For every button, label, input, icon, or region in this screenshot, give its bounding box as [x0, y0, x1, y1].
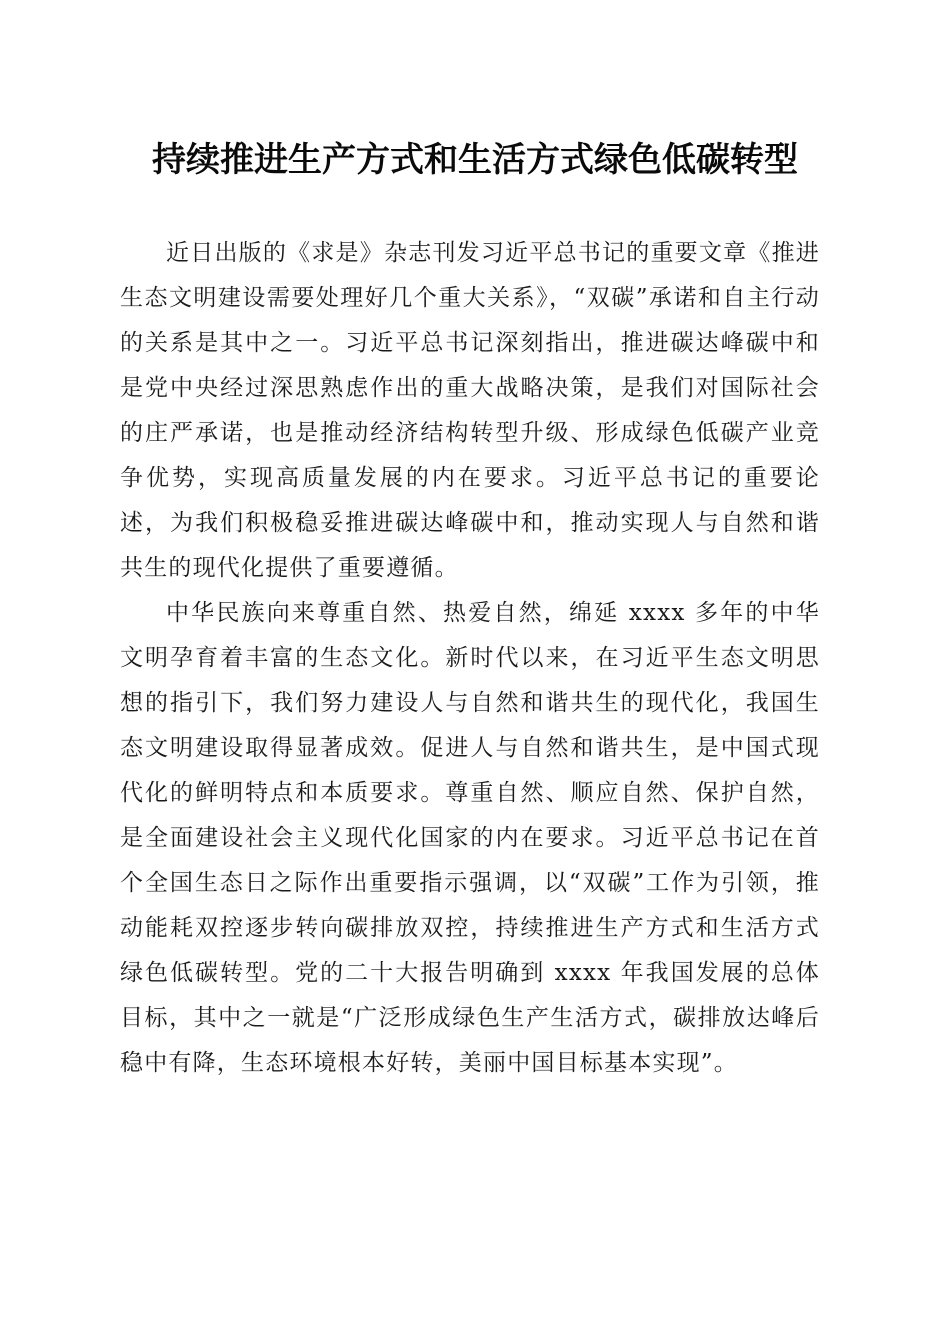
document-title: 持续推进生产方式和生活方式绿色低碳转型 [152, 140, 798, 180]
document-body [120, 231, 820, 1086]
paragraph-1: 近日出版的《求是》杂志刊发习近平总书记的重要文章《推进生态文明建设需要处理好几个重大关系》，“双碳”承诺和自主行动的关系是其中之一。习近平总书记深刻指出，推进碳达峰碳中和是党中央经过深思熟虑作出的重大战略决策，是我们对国际社会的庄严承诺，也是推动经济结构转型升级、形成绿色低碳产业竞争优势，实现高质量发展的内在要求。习近平总书记的重要论述，为我们积极稳妥推进碳达峰碳中和，推动实现人与自然和谐共生的现代化提供了重要遵循。 [120, 240, 820, 581]
paragraph-2: 中华民族向来尊重自然、热爱自然，绵延 xxxx 多年的中华文明孕育着丰富的生态文化。新时代以来，在习近平生态文明思想的指引下，我们努力建设人与自然和谐共生的现代化，我国生态文明建设取得显著成效。促进人与自然和谐共生，是中国式现代化的鲜明特点和本质要求。尊重自然、顺应自然、保护自然，是全面建设社会主义现代化国家的内在要求。习近平总书记在首个全国生态日之际作出重要指示强调，以“双碳”工作为引领，推动能耗双控逐步转向碳排放双控，持续推进生产方式和生活方式绿色低碳转型。党的二十大报告明确到 xxxx 年我国发展的总体目标，其中之一就是“广泛形成绿色生产生活方式，碳排放达峰后稳中有降，生态环境根本好转，美丽中国目标基本实现”。 [120, 600, 820, 1076]
